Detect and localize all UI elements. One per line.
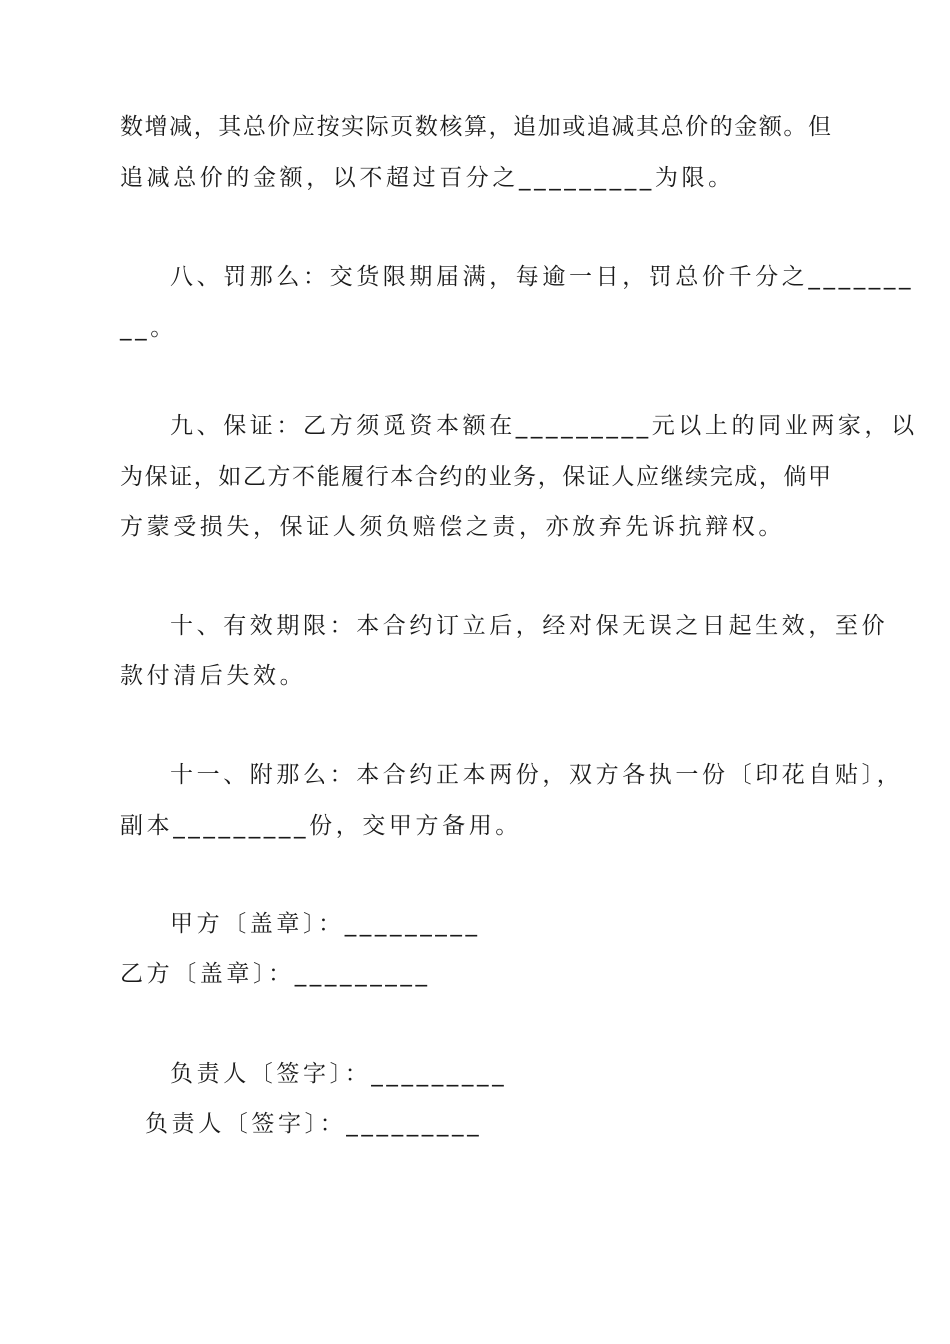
party-a-responsible-signature-line: 负责人〔签字〕：_________ xyxy=(170,1061,508,1087)
clause-7-continued-line-1: 数增减，其总价应按实际页数核算，追加或追减其总价的金额。但 xyxy=(120,114,831,140)
clause-11-appendix-line-1: 十一、附那么：本合约正本两份，双方各执一份〔印花自贴〕， xyxy=(170,762,904,788)
clause-10-validity-line-1: 十、有效期限：本合约订立后，经对保无误之日起生效，至价 xyxy=(170,613,889,639)
clause-9-guarantee-line-3: 方蒙受损失，保证人须负赔偿之责，亦放弃先诉抗辩权。 xyxy=(120,514,785,540)
party-b-responsible-signature-line: 负责人〔签字〕：_________ xyxy=(145,1111,483,1137)
clause-9-guarantee-line-1: 九、保证：乙方须觅资本额在_________元以上的同业两家，以 xyxy=(170,413,918,439)
party-a-seal-line: 甲方〔盖章〕：_________ xyxy=(170,911,481,937)
clause-9-guarantee-line-2: 为保证，如乙方不能履行本合约的业务，保证人应继续完成，倘甲 xyxy=(120,464,831,490)
clause-10-validity-line-2: 款付清后失效。 xyxy=(120,663,307,689)
clause-8-penalty-line-2: __。 xyxy=(120,315,177,341)
party-b-seal-line: 乙方〔盖章〕：_________ xyxy=(120,961,431,987)
clause-8-penalty-line-1: 八、罚那么：交货限期届满，每逾一日，罚总价千分之_______ xyxy=(170,264,915,290)
clause-7-continued-line-2: 追减总价的金额，以不超过百分之_________为限。 xyxy=(120,165,735,191)
clause-11-appendix-line-2: 副本_________份，交甲方备用。 xyxy=(120,813,522,839)
